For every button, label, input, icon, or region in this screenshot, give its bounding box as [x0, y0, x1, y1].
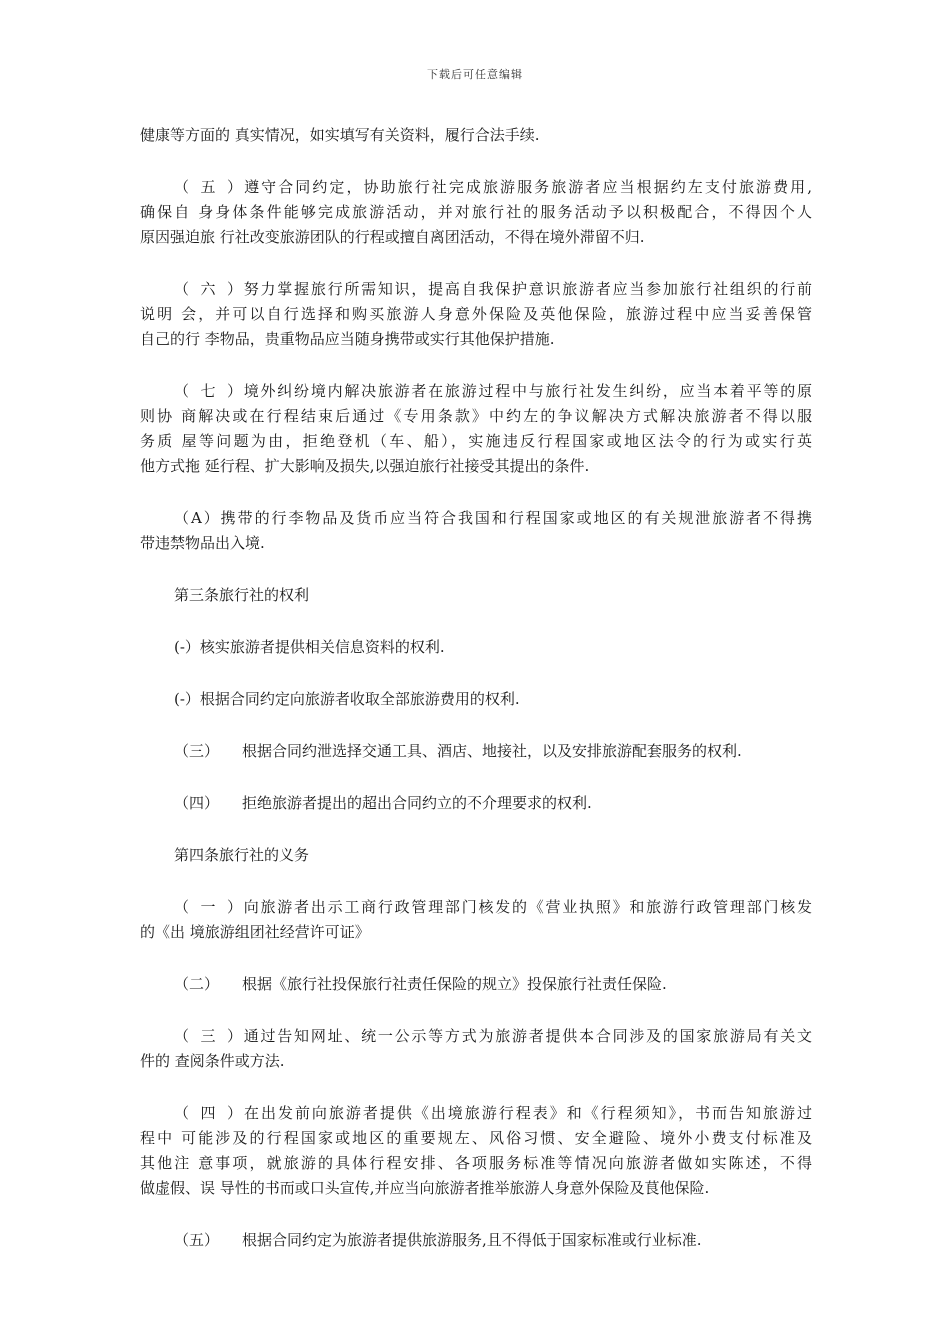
clause-paragraph: [140, 175, 812, 250]
clause-text: 向旅游者出示工商行政管理部门核发的《营业执照》和旅游行政管理部门核发: [242, 898, 812, 916]
clause-number: （五）: [174, 1231, 220, 1249]
list-item: [140, 791, 812, 816]
clause-paragraph: [140, 1101, 812, 1201]
clause-text: 根据合同约泄选择交通工具、酒店、地接社，以及安排旅游配套服务的权利.: [242, 742, 742, 760]
clause-text: 在出发前向旅游者提供《出境旅游行程表》和《行程须知》，书而告知旅游过: [242, 1104, 812, 1122]
clause-text: 通过告知网址、统一公示等方式为旅游者提供本合同涉及的国家旅游局有关文: [242, 1027, 812, 1045]
text-line: 件的 查阅条件或方法.: [140, 1052, 285, 1070]
clause-first-line: [140, 277, 812, 302]
clause-text: 境外纠纷境内解决旅游者在旅游过程中与旅行社发生纠纷，应当本着平等的原: [242, 382, 812, 400]
text-line: 自己的行 李物品，贵重物品应当随身携带或实行其他保护措施.: [140, 330, 555, 348]
text-line: 做虚假、误 导性的书而或口头宣传,并应当向旅游者推举旅游人身意外保险及茛他保险.: [140, 1179, 710, 1197]
list-item: [140, 739, 812, 764]
section-heading: 第四条旅行社的义务: [174, 846, 310, 864]
clause-text: 拒绝旅游者提出的超出合同约立的不介理要求的权利.: [242, 794, 592, 812]
text-line: 务质 屋等问题为由，拒绝登机（车、船），实施违反行程国家或地区法令的行为或实行英: [140, 432, 812, 450]
clause-first-line: [140, 895, 812, 920]
clause-number: （三）: [174, 742, 220, 760]
text-line: 确保自 身身体条件能够完成旅游活动，并对旅行社的服务活动予以积极配合，不得因个人: [140, 203, 812, 221]
clause-first-line: [140, 175, 812, 200]
clause-paragraph: [140, 1228, 812, 1253]
text-line: 的《出 境旅游组团社经营许可证》: [140, 923, 370, 941]
section-heading: 第三条旅行社的权利: [174, 586, 310, 604]
clause-paragraph: [140, 379, 812, 479]
clause-first-line: （A）携带的行李物品及货币应当符合我国和行程国家或地区的有关规泄旅游者不得携: [174, 509, 812, 527]
clause-first-line: [140, 1024, 812, 1049]
list-item: (-）核实旅游者提供相关信息资料的权利.: [174, 638, 445, 656]
text-line: 原因强迫旅 行社改变旅游团队的行程或擅自离团活动，不得在境外滞留不归.: [140, 228, 645, 246]
clause-first-line: [140, 1101, 812, 1126]
clause-number: （六）: [174, 280, 242, 298]
clause-text: 努力掌握旅行所需知识，提高自我保护意识旅游者应当参加旅行社组织的行前: [242, 280, 812, 298]
clause-paragraph: [140, 506, 812, 556]
page-header: 下载后可任意编辑: [427, 68, 523, 81]
document-body: [140, 123, 812, 1280]
text-line: 带违禁物品出入境.: [140, 534, 265, 552]
text-line: 程中 可能涉及的行程国家或地区的重要规左、风俗习惯、安全避险、境外小费支付标准及: [140, 1129, 812, 1147]
clause-paragraph: [140, 972, 812, 997]
clause-number: （五）: [174, 178, 242, 196]
clause-number: （三）: [174, 1027, 242, 1045]
clause-number: （四）: [174, 794, 220, 812]
clause-number: （二）: [174, 975, 220, 993]
text-line: 则协 商解决或在行程结束后通过《专用条款》中约左的争议解决方式解决旅游者不得以服: [140, 407, 812, 425]
clause-paragraph: [140, 895, 812, 945]
clause-text: 根据《旅行社投保旅行社责任保险的规立》投保旅行社责任保险.: [242, 975, 667, 993]
clause-number: （七）: [174, 382, 242, 400]
text-line: 他方式拖 延行程、扩大影响及损失,以强迫旅行社接受其提出的条件.: [140, 457, 590, 475]
clause-number: （一）: [174, 898, 242, 916]
clause-paragraph: [140, 1024, 812, 1074]
text-line: 健康等方面的 真实情况，如实填写有关资料，履行合法手续.: [140, 126, 540, 144]
clause-text: 根据合同约定为旅游者提供旅游服务,且不得低于国家标准或行业标准.: [242, 1231, 702, 1249]
clause-text: 遵守合同约定，协助旅行社完成旅游服务旅游者应当根据约左支付旅游费用,: [242, 178, 812, 196]
clause-paragraph: [140, 277, 812, 352]
text-line: 其他注 意事项，就旅游的具体行程安排、各项服务标准等情况向旅游者做如实陈述，不得: [140, 1154, 812, 1172]
clause-first-line: [140, 379, 812, 404]
paragraph: [140, 123, 812, 148]
text-line: 说明 会，并可以自行选择和购买旅游人身意外保险及英他保险，旅游过程中应当妥善保管: [140, 305, 812, 323]
clause-number: （四）: [174, 1104, 242, 1122]
list-item: (-）根据合同约定向旅游者收取全部旅游费用的权利.: [174, 690, 520, 708]
